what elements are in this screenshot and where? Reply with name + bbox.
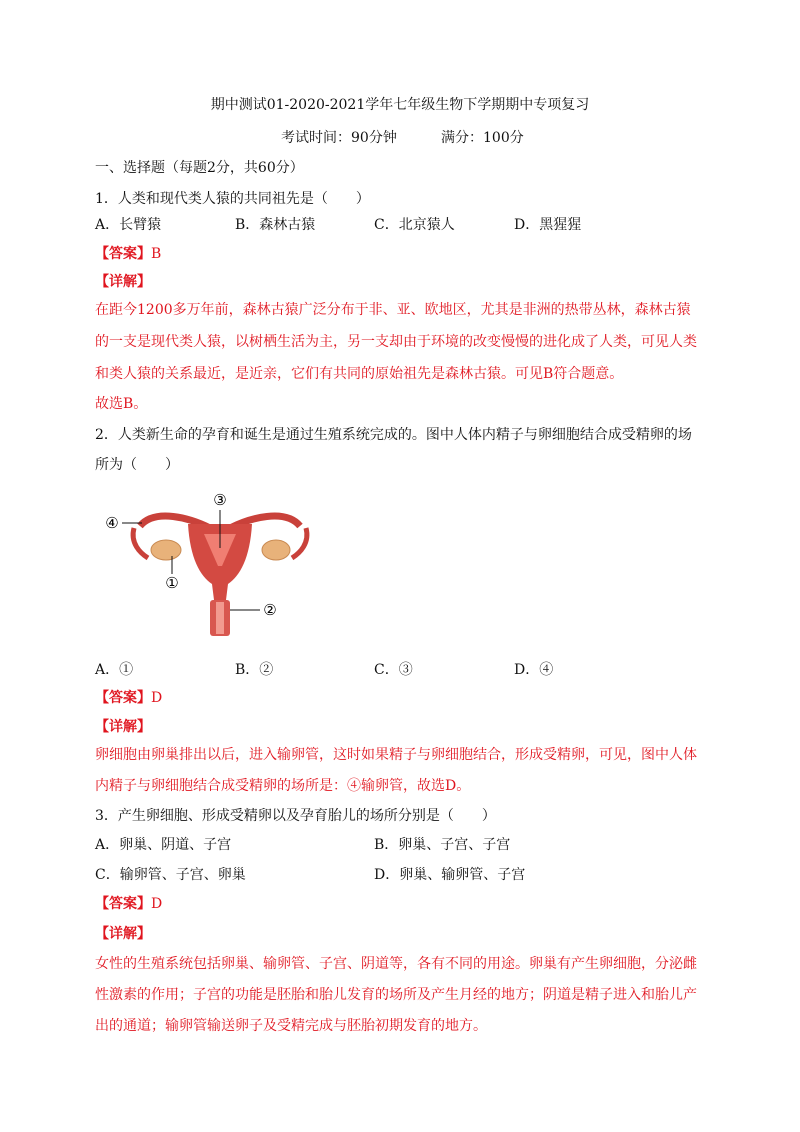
vaginal-canal — [216, 602, 224, 634]
question-2-explanation-line: 内精子与卵细胞结合成受精卵的场所是：④输卵管，故选D。 — [95, 778, 471, 794]
question-1-option-d: D．黑猩猩 — [514, 217, 582, 233]
question-1-explanation-line: 在距今1200多万年前，森林古猿广泛分布于非、亚、欧地区，尤其是非洲的热带丛林，森林古猿 — [95, 302, 691, 318]
right-fimbriae — [292, 528, 307, 558]
question-2-option-b: B．② — [235, 662, 274, 678]
answer-value: B — [151, 246, 162, 262]
right-ovary — [262, 540, 290, 560]
figure-label-4: ④ — [105, 514, 119, 532]
female-reproductive-system-figure — [100, 488, 320, 648]
question-3-explanation-line: 性激素的作用；子宫的功能是胚胎和胎儿发育的场所及产生月经的地方；阴道是精子进入和胎儿产 — [95, 987, 697, 1003]
answer-label: 【答案】 — [95, 690, 151, 706]
question-2-detail-label: 【详解】 — [95, 719, 151, 735]
page-title: 期中测试01-2020-2021学年七年级生物下学期期中专项复习 — [210, 97, 590, 113]
question-1-option-c: C．北京猿人 — [374, 217, 455, 233]
question-3-explanation-line: 女性的生殖系统包括卵巢、输卵管、子宫、阴道等，各有不同的用途。卵巢有产生卵细胞，分泌雌 — [95, 956, 697, 972]
question-1-stem: 1．人类和现代类人猿的共同祖先是（ ） — [95, 191, 370, 207]
question-1-explanation-line: 和类人猿的关系最近，是近亲，它们有共同的原始祖先是森林古猿。可见B符合题意。 — [95, 366, 624, 382]
question-2-option-a: A．① — [95, 662, 134, 678]
section-heading: 一、选择题（每题2分，共60分） — [95, 160, 304, 176]
left-ovary — [151, 540, 181, 560]
answer-value: D — [151, 896, 163, 912]
question-3-detail-label: 【详解】 — [95, 926, 151, 942]
uterus-diagram — [100, 488, 320, 648]
answer-label: 【答案】 — [95, 246, 151, 262]
question-1-explanation-line: 的一支是现代类人猿，以树栖生活为主，另一支却由于环境的改变慢慢的进化成了人类，可见人类 — [95, 334, 697, 350]
left-fimbriae — [133, 528, 148, 558]
question-3-option-a: A．卵巢、阴道、子宫 — [95, 837, 232, 853]
question-2-option-d: D．④ — [514, 662, 554, 678]
figure-label-2: ② — [263, 601, 277, 619]
question-1-explanation-line: 故选B。 — [95, 396, 148, 412]
question-3-answer — [95, 894, 162, 914]
question-2-option-c: C．③ — [374, 662, 413, 678]
question-1-detail-label: 【详解】 — [95, 274, 151, 290]
exam-time: 考试时间：90分钟 — [281, 130, 397, 146]
question-2-answer — [95, 688, 162, 708]
question-3-explanation-line: 出的通道；输卵管输送卵子及受精完成与胚胎初期发育的地方。 — [95, 1018, 487, 1034]
question-3-stem: 3．产生卵细胞、形成受精卵以及孕育胎儿的场所分别是（ ） — [95, 808, 496, 824]
answer-label: 【答案】 — [95, 896, 151, 912]
question-1-option-b: B．森林古猿 — [235, 217, 316, 233]
question-2-stem-line: 所为（ ） — [95, 457, 179, 473]
question-2-stem-line: 2．人类新生命的孕育和诞生是通过生殖系统完成的。图中人体内精子与卵细胞结合成受精卵的场 — [95, 427, 692, 443]
full-score: 满分：100分 — [441, 130, 524, 146]
figure-label-3: ③ — [213, 491, 227, 509]
question-1-option-a: A．长臂猿 — [95, 217, 162, 233]
question-3-option-d: D．卵巢、输卵管、子宫 — [374, 867, 526, 883]
answer-value: D — [151, 690, 163, 706]
question-2-explanation-line: 卵细胞由卵巢排出以后，进入输卵管，这时如果精子与卵细胞结合，形成受精卵，可见，图中人体 — [95, 747, 697, 763]
figure-label-1: ① — [165, 574, 179, 592]
question-3-option-b: B．卵巢、子宫、子宫 — [374, 837, 511, 853]
question-1-answer — [95, 244, 161, 264]
question-3-option-c: C．输卵管、子宫、卵巢 — [95, 867, 246, 883]
